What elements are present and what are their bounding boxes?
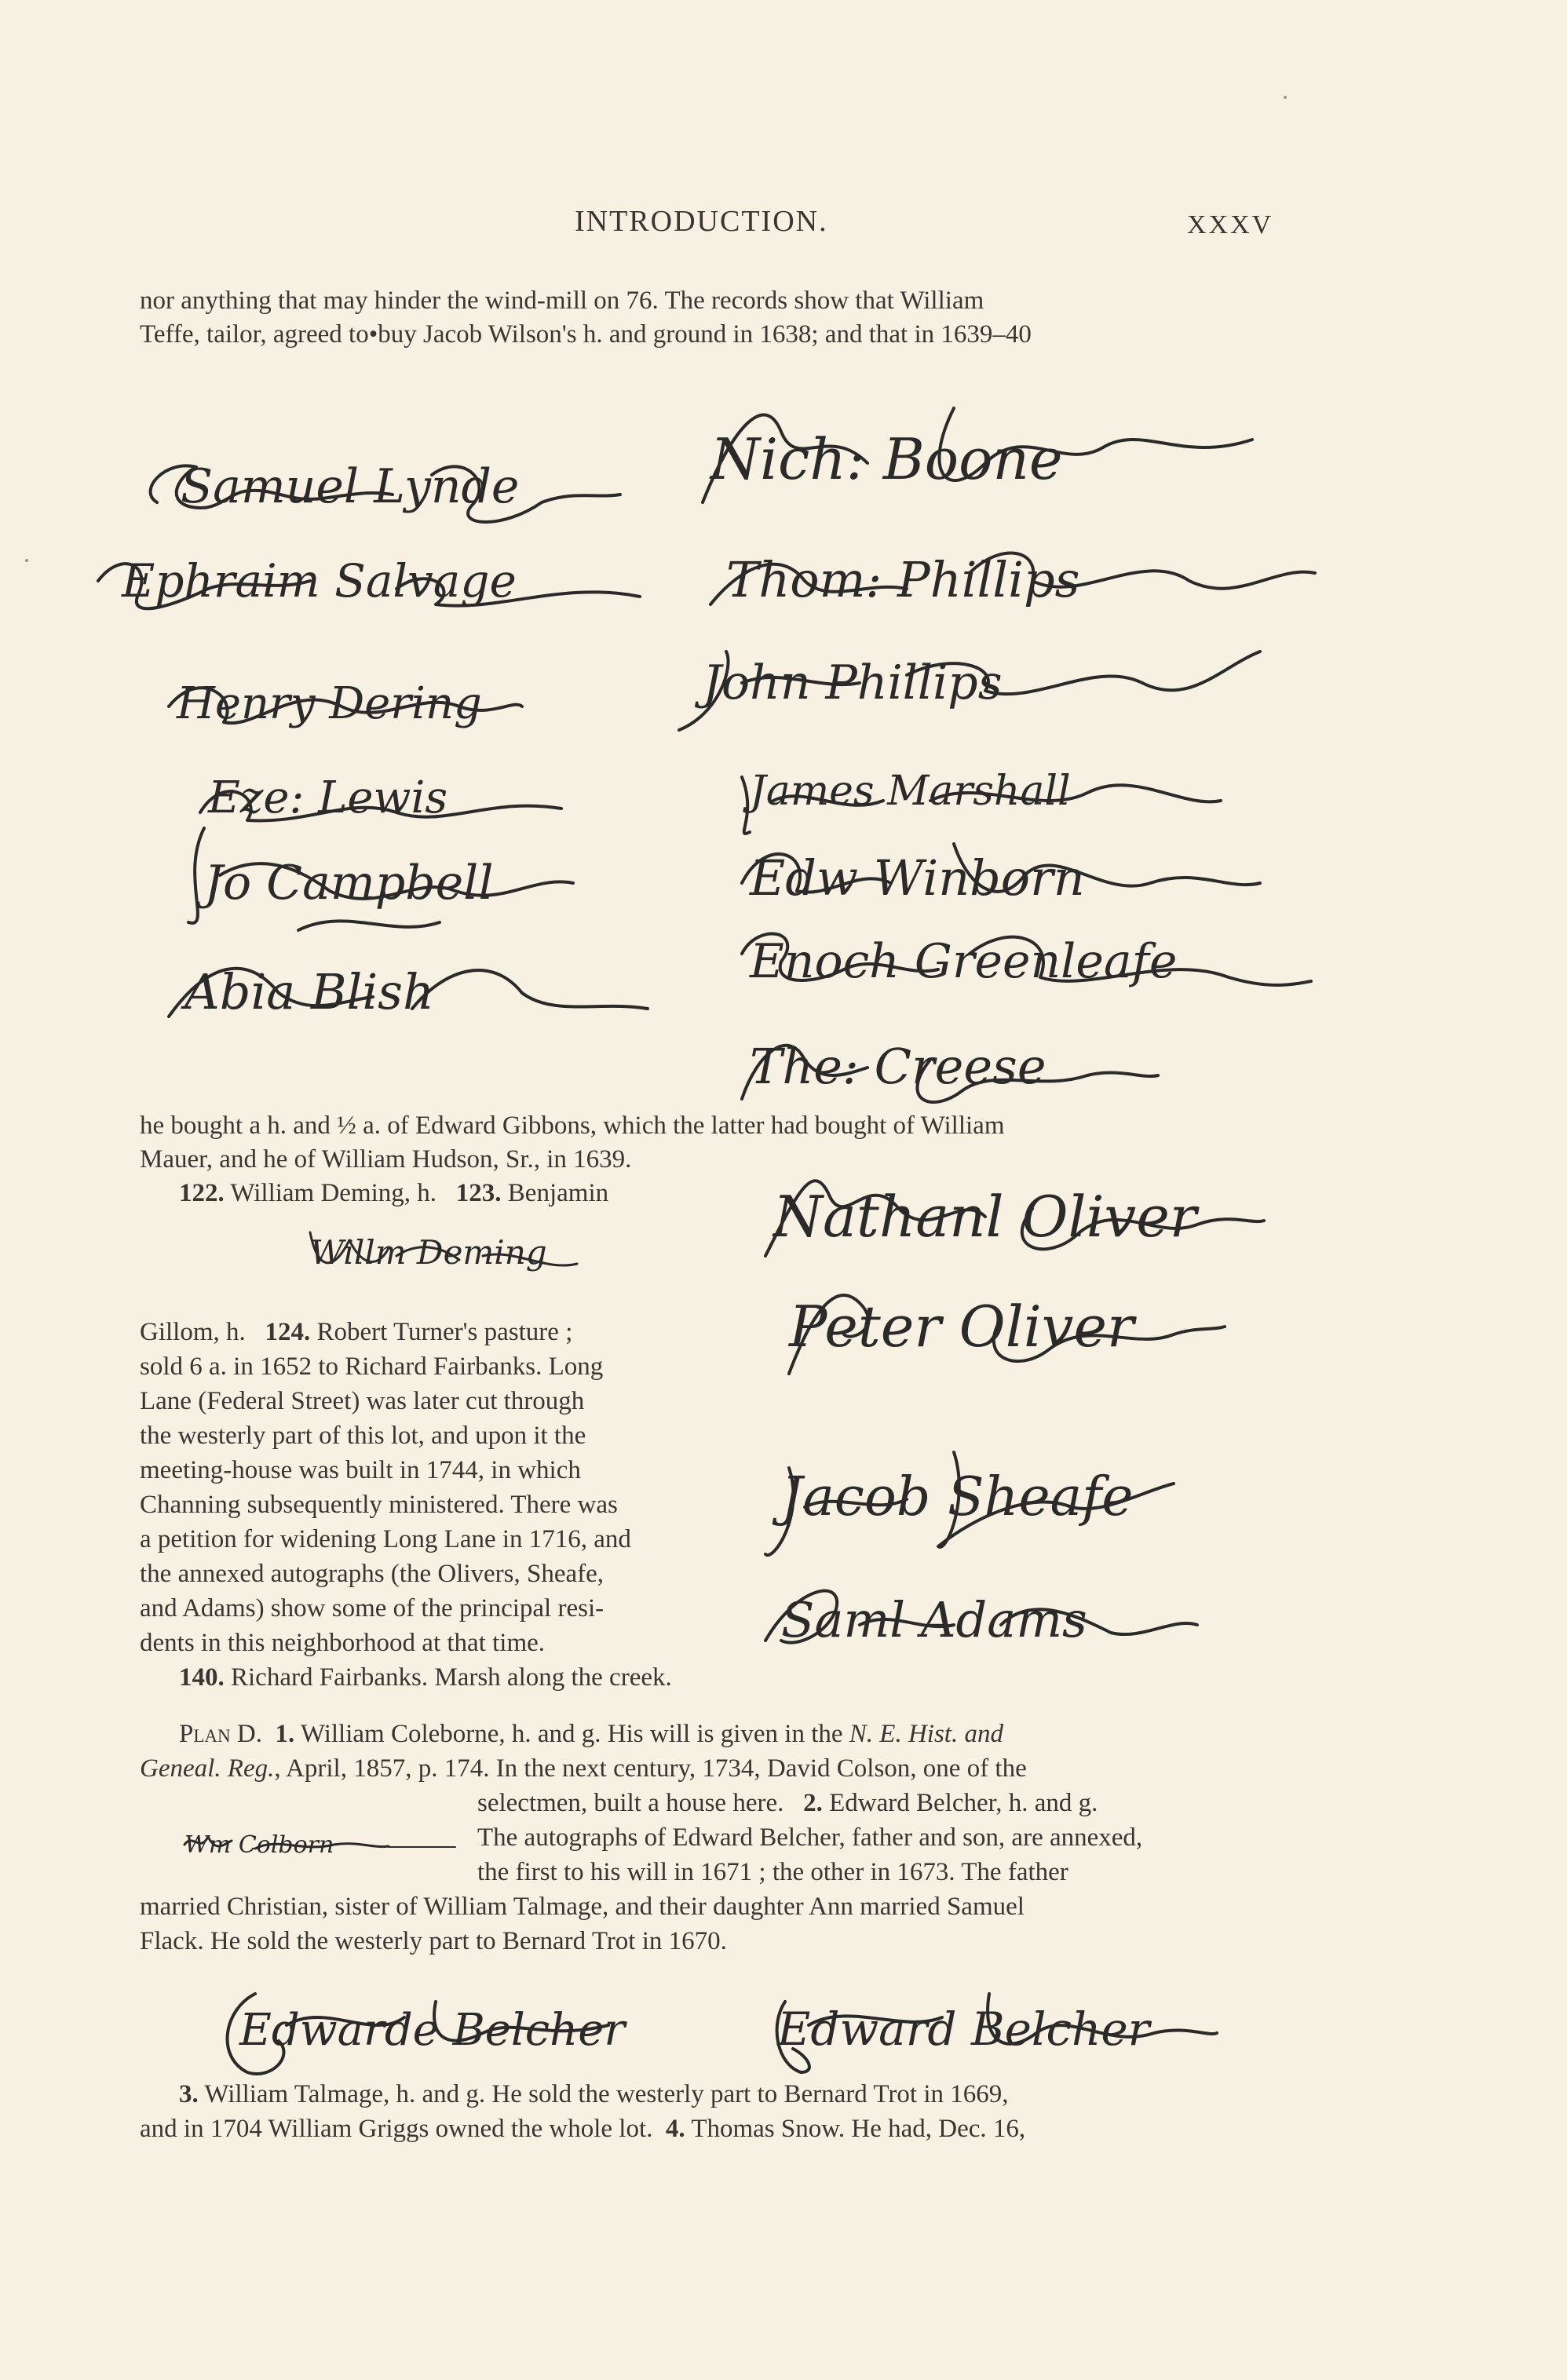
paper-speck — [1284, 96, 1287, 99]
text-line: and Adams) show some of the principal resi- — [140, 1594, 605, 1623]
autograph-text: Samuel Lynde — [181, 459, 520, 514]
autograph-text: Edward Belcher — [777, 2002, 1150, 2056]
page-header-title: INTRODUCTION. — [575, 205, 828, 238]
autograph-text: Eze: Lewis — [208, 772, 448, 823]
text-line — [477, 1787, 1098, 1820]
text-line — [140, 2112, 1025, 2146]
autograph-enoch-greenleafe — [726, 907, 1315, 1009]
text-line — [140, 1316, 572, 1349]
paper-speck — [25, 559, 28, 562]
text-line: Teffe, tailor, agreed to•buy Jacob Wilson's h. and ground in 1638; and that in 1639–40 — [140, 320, 1032, 349]
autograph-saml-adams — [750, 1562, 1205, 1664]
lot-number: 4. — [665, 2115, 685, 2143]
autograph-ephraim-salvage — [90, 534, 656, 628]
autograph-text: Jacob Sheafe — [781, 1466, 1134, 1528]
autograph-nathanl-oliver — [750, 1146, 1268, 1264]
lot-text: Gillom, h. — [140, 1318, 246, 1346]
autograph-text: Henry Dering — [177, 678, 482, 729]
autograph-samuel-lynde — [133, 428, 636, 530]
autograph-text: Thom: Phillips — [726, 551, 1080, 608]
lot-number: 123. — [455, 1179, 502, 1207]
text-line: he bought a h. and ½ a. of Edward Gibbons, which the latter had bought of William — [140, 1112, 1005, 1140]
text-line: Lane (Federal Street) was later cut through — [140, 1387, 585, 1415]
autograph-text: The: Creese — [750, 1038, 1046, 1095]
autograph-text: Nathanl Oliver — [773, 1184, 1197, 1250]
lot-text: Benjamin — [507, 1179, 609, 1207]
autograph-text: Abia Blish — [184, 963, 434, 1020]
text-line: nor anything that may hinder the wind-mill on 76. The records show that William — [140, 287, 984, 315]
autograph-text: Edwarde Belcher — [239, 2005, 626, 2056]
text-line — [140, 1752, 1027, 1786]
text-line: Mauer, and he of William Hudson, Sr., in 1639. — [140, 1145, 632, 1174]
autograph-text: Nich: Boone — [710, 426, 1063, 492]
citation-italic: Geneal. Reg. — [140, 1754, 275, 1783]
autograph-text: James Marshall — [750, 768, 1071, 815]
lot-number: 140. — [179, 1663, 225, 1692]
text-line: meeting-house was built in 1744, in which — [140, 1456, 581, 1484]
autograph-text: Edw Winborn — [750, 849, 1085, 907]
lot-text: William Talmage, h. and g. He sold the westerly part to Bernard Trot in 1669, — [204, 2080, 1009, 2108]
autograph-text: Ephraim Salvage — [122, 554, 517, 608]
autograph-thom-phillips — [703, 518, 1323, 636]
page-number: XXXV — [1187, 210, 1274, 239]
autograph-nich-boone — [687, 377, 1260, 510]
autograph-william-deming — [302, 1217, 585, 1287]
lot-text: selectmen, built a house here. — [477, 1789, 784, 1817]
text-line — [179, 1661, 672, 1695]
lot-text: William Deming, h. — [230, 1179, 437, 1207]
text-line — [179, 2078, 1009, 2112]
autograph-abia-blish — [161, 930, 656, 1032]
autograph-henry-dering — [161, 652, 530, 746]
text-line: Channing subsequently ministered. There was — [140, 1491, 618, 1519]
text-line — [179, 1177, 608, 1210]
autograph-text: Wm Colborn — [184, 1831, 334, 1859]
text-line: married Christian, sister of William Talmage, and their daughter Ann married Samuel — [140, 1893, 1025, 1921]
text-line: the first to his will in 1671 ; the other in 1673. The father — [477, 1858, 1068, 1886]
lot-number: 3. — [179, 2080, 199, 2108]
text-line — [179, 1717, 1003, 1751]
lot-number: 2. — [803, 1789, 823, 1817]
text-line: a petition for widening Long Lane in 1716, and — [140, 1525, 631, 1553]
text-line: sold 6 a. in 1652 to Richard Fairbanks. Long — [140, 1352, 604, 1381]
citation-italic: N. E. Hist. and — [849, 1720, 1003, 1748]
lot-text: Richard Fairbanks. Marsh along the creek. — [231, 1663, 672, 1692]
autograph-text: Saml Adams — [781, 1591, 1087, 1648]
text-line: dents in this neighborhood at that time. — [140, 1629, 546, 1657]
autograph-text: Enoch Greenleafe — [750, 934, 1178, 989]
lot-text: , April, 1857, p. 174. In the next century, 1734, David Colson, one of the — [274, 1754, 1027, 1783]
autograph-jacob-sheafe — [750, 1421, 1182, 1570]
lot-text: and in 1704 William Griggs owned the whole lot. — [140, 2115, 653, 2143]
autograph-william-coleborne — [177, 1821, 467, 1868]
autograph-text: Peter Oliver — [789, 1294, 1134, 1360]
text-line: the annexed autographs (the Olivers, Sheafe, — [140, 1560, 605, 1588]
autograph-edward-belcher-father — [200, 1970, 626, 2080]
lot-text: Robert Turner's pasture ; — [316, 1318, 573, 1346]
autograph-john-phillips — [671, 620, 1268, 746]
autograph-edward-belcher-son — [746, 1970, 1225, 2080]
lot-text: Thomas Snow. He had, Dec. 16, — [691, 2115, 1026, 2143]
autograph-text: Jo Campbell — [204, 856, 494, 911]
autograph-text: Willm Deming — [310, 1233, 547, 1272]
lot-text: William Coleborne, h. and g. His will is given in the — [300, 1720, 843, 1748]
text-line: the westerly part of this lot, and upon it the — [140, 1422, 586, 1450]
lot-number: 122. — [179, 1179, 225, 1207]
lot-number: 1. — [275, 1720, 295, 1748]
autograph-the-creese — [726, 1005, 1166, 1115]
text-line: Flack. He sold the westerly part to Bernard Trot in 1670. — [140, 1927, 727, 1955]
lot-text: Edward Belcher, h. and g. — [829, 1789, 1098, 1817]
plan-label: Plan D. — [179, 1720, 262, 1748]
autograph-text: John Phillips — [703, 655, 1003, 710]
autograph-peter-oliver — [765, 1264, 1229, 1382]
lot-number: 124. — [265, 1318, 311, 1346]
text-line: The autographs of Edward Belcher, father and son, are annexed, — [477, 1823, 1143, 1852]
